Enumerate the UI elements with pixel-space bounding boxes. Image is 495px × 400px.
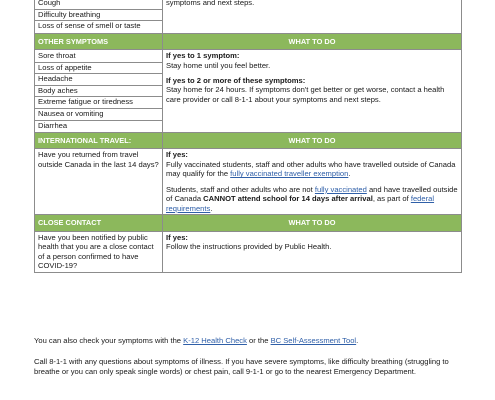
travel-exemption-paragraph [166,160,458,179]
travel-exemption-text: Fully vaccinated students, staff and other adults who have travelled outside of Canada may qualify for the [166,159,456,179]
other-symptoms-header [35,33,462,49]
symptom-item: Cough [35,0,162,10]
punctuation: . [348,169,351,179]
travel-yes-heading: If yes: [166,150,188,160]
symptom-item: Nausea or vomiting [35,109,162,121]
symptom-checklist [34,0,462,273]
symptom-item: Headache [35,74,162,86]
k12-health-check-link[interactable]: K-12 Health Check [183,336,247,345]
close-contact-header [35,215,462,231]
symptom-item: Sore throat [35,51,162,63]
self-check-paragraph [34,336,464,346]
traveller-exemption-link[interactable]: fully vaccinated traveller exemption [230,169,349,179]
bc-self-assessment-link[interactable]: BC Self-Assessment Tool [270,336,357,345]
what-to-do-heading: WHAT TO DO [163,33,462,49]
close-contact-action [163,231,462,272]
key-symptom-list [35,0,163,33]
close-contact-yes-text: Follow the instructions provided by Public Health. [166,242,332,252]
symptom-item: Body aches [35,86,162,98]
close-contact-question: Have you been notified by public health that you are a close contact of a person confirmed to have COVID-19? [35,231,163,272]
other-symptom-list [35,50,163,133]
travel-unvaccinated-text: and have travelled outside of Canada [166,184,458,204]
other-symptoms-row [35,50,462,133]
self-check-text: You can also check your symptoms with the [34,336,182,345]
fully-vaccinated-link[interactable]: fully vaccinated [314,184,367,194]
travel-header [35,133,462,149]
other-symptoms-title: OTHER SYMPTOMS [35,33,163,49]
key-symptoms-row [35,0,462,33]
travel-title: INTERNATIONAL TRAVEL: [35,133,163,149]
travel-unvaccinated-text: Students, staff and other adults who are not [166,184,313,194]
self-check-text: or the [249,336,269,345]
symptom-table [34,0,462,273]
travel-row [35,149,462,215]
travel-unvaccinated-text: , as part of [372,194,409,204]
symptom-item: Extreme fatigue or tiredness [35,97,162,109]
what-to-do-heading: WHAT TO DO [163,133,462,149]
yes-one-heading: If yes to 1 symptom: [166,51,240,61]
symptom-item: Difficulty breathing [35,10,162,22]
close-contact-title: CLOSE CONTACT [35,215,163,231]
travel-unvaccinated-paragraph [166,185,458,213]
key-symptoms-action [163,0,462,33]
yes-one-text: Stay home until you feel better. [166,60,271,70]
yes-two-heading: If yes to 2 or more of these symptoms: [166,76,306,85]
punctuation: . [356,336,359,345]
symptom-item: Diarrhea [38,120,68,130]
close-contact-yes-heading: If yes: [166,232,188,242]
symptom-item: Loss of sense of smell or taste [38,21,141,31]
key-symptoms-text: symptoms and next steps. [166,0,255,7]
travel-action [163,149,462,215]
federal-requirements-link[interactable]: federal requirements [166,194,435,213]
symptom-item: Loss of appetite [35,63,162,75]
close-contact-row [35,231,462,272]
call-811-paragraph: Call 8-1-1 with any questions about symptoms of illness. If you have severe symptoms, like difficulty breathing (struggling to breathe or you can only speak single words) or chest pain, call 9-1-1 or go to the nearest Emergency Department. [34,357,449,376]
travel-question: Have you returned from travel outside Canada in the last 14 days? [35,149,163,215]
punctuation: . [210,203,213,213]
other-symptoms-action [163,50,462,133]
what-to-do-heading: WHAT TO DO [163,215,462,231]
quarantine-warning: CANNOT attend school for 14 days after arrival [203,194,373,204]
yes-two-text: Stay home for 24 hours. If symptoms don't get better or get worse, contact a health care provider or call 8-1-1 about your symptoms and next steps. [166,85,445,104]
